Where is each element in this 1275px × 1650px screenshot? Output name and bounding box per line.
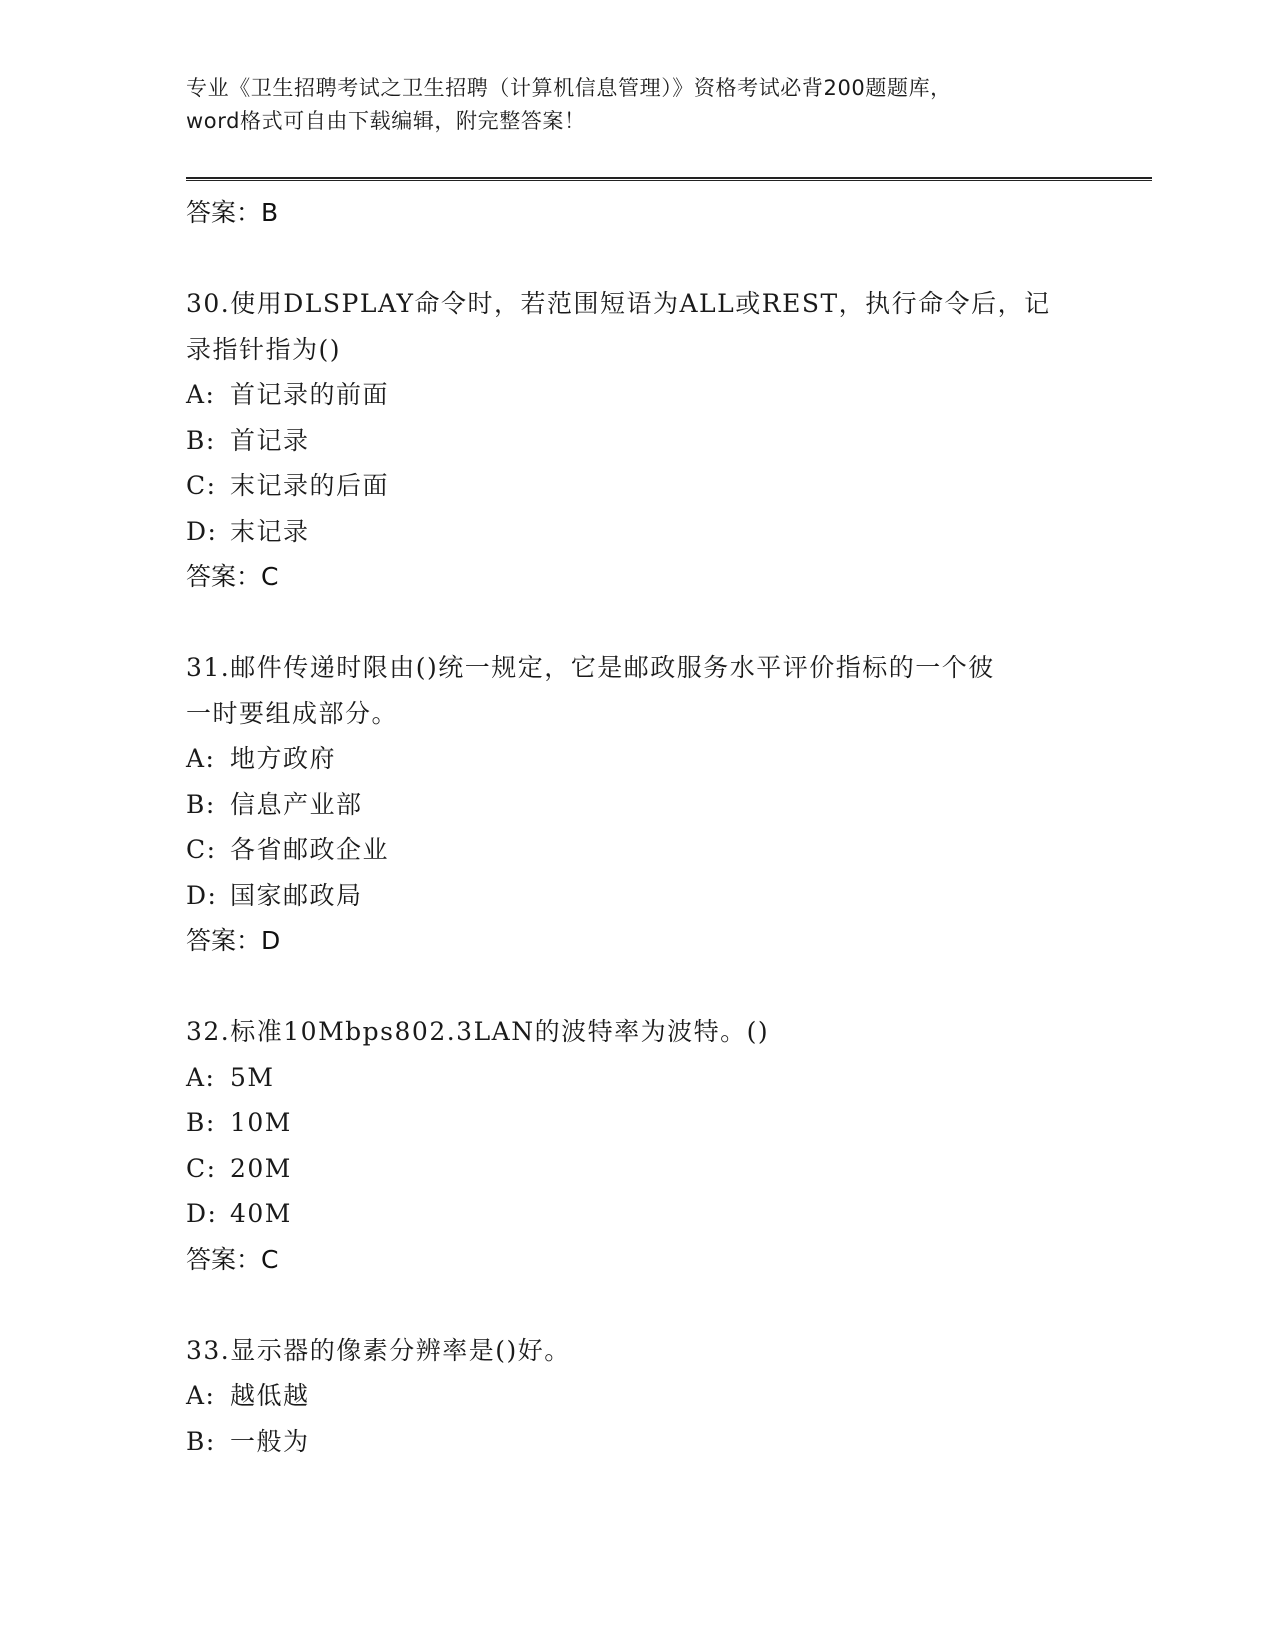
option-text: 5M	[230, 1062, 275, 1092]
option-letter: D:	[186, 1199, 218, 1228]
question-stem-line: 一时要组成部分。	[186, 698, 399, 728]
question-stem	[186, 645, 1066, 736]
option-text: 国家邮政局	[230, 880, 363, 910]
option-letter: B:	[186, 425, 216, 455]
option-letter: B:	[186, 1426, 216, 1456]
option-d	[186, 873, 1086, 919]
question-stem-line: 30.使用DLSPLAY命令时，若范围短语为ALL或REST，执行命令后，记	[186, 289, 1051, 318]
question-stem	[186, 1328, 1066, 1374]
option-text: 各省邮政企业	[230, 835, 390, 864]
option-letter: D:	[186, 880, 218, 910]
option-text: 地方政府	[230, 744, 337, 773]
option-text: 末记录的后面	[230, 471, 390, 500]
option-b	[186, 1419, 1086, 1465]
option-letter: A:	[186, 744, 216, 773]
header-divider	[186, 177, 1152, 181]
option-letter: C:	[186, 835, 217, 864]
option-a	[186, 372, 1086, 418]
header-line-2: word格式可自由下载编辑，附完整答案！	[186, 109, 586, 133]
option-text: 越低越	[230, 1381, 310, 1410]
answer-line: 答案：D	[186, 926, 281, 955]
answer-line: 答案：B	[186, 198, 279, 227]
question-stem-line: 33.显示器的像素分辨率是()好。	[186, 1335, 571, 1365]
option-a	[186, 736, 1086, 782]
option-text: 40M	[230, 1199, 292, 1228]
option-letter: D:	[186, 516, 218, 546]
option-letter: A:	[186, 380, 216, 409]
question-stem	[186, 1009, 1066, 1055]
option-b	[186, 418, 1086, 464]
option-c	[186, 827, 1086, 873]
option-b	[186, 782, 1086, 828]
question-stem-line: 录指针指为()	[186, 334, 342, 364]
option-d	[186, 509, 1086, 555]
option-a	[186, 1373, 1086, 1419]
option-text: 信息产业部	[230, 789, 363, 819]
option-letter: A:	[186, 1381, 216, 1410]
option-letter: B:	[186, 1108, 216, 1137]
answer-line: 答案：C	[186, 1244, 279, 1274]
question-list	[186, 190, 1086, 1464]
page-header	[186, 72, 1086, 138]
question-stem-line: 31.邮件传递时限由()统一规定，它是邮政服务水平评价指标的一个彼	[186, 653, 995, 682]
option-letter: C:	[186, 1153, 217, 1183]
question-33	[186, 1328, 1086, 1465]
option-text: 首记录的前面	[230, 380, 390, 409]
option-text: 20M	[230, 1153, 292, 1183]
question-stem	[186, 281, 1066, 372]
question-31	[186, 645, 1086, 964]
option-b	[186, 1100, 1086, 1146]
option-letter: B:	[186, 789, 216, 819]
header-line-1: 专业《卫生招聘考试之卫生招聘（计算机信息管理）》资格考试必背200题题库，	[186, 76, 952, 100]
option-letter: A:	[186, 1062, 216, 1092]
option-text: 末记录	[230, 516, 310, 546]
question-32	[186, 1009, 1086, 1283]
option-text: 首记录	[230, 425, 310, 455]
option-letter: C:	[186, 471, 217, 500]
question-30	[186, 281, 1086, 600]
option-text: 一般为	[230, 1426, 310, 1456]
option-a	[186, 1055, 1086, 1101]
option-c	[186, 463, 1086, 509]
question-stem-line: 32.标准10Mbps802.3LAN的波特率为波特。()	[186, 1017, 770, 1046]
option-c	[186, 1146, 1086, 1192]
option-text: 10M	[230, 1108, 292, 1137]
option-d	[186, 1191, 1086, 1237]
answer-line: 答案：C	[186, 562, 279, 591]
